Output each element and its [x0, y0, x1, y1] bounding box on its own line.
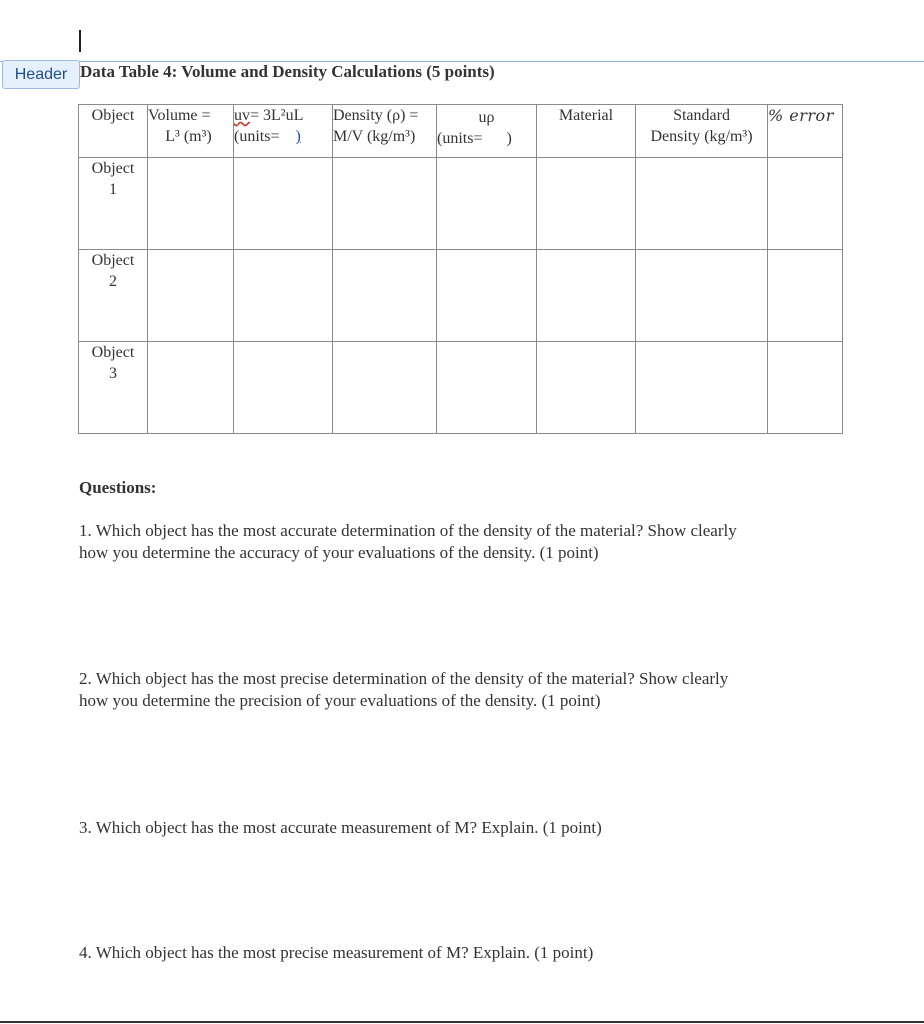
cell-error-3[interactable] [768, 342, 843, 434]
cell-material-2[interactable] [537, 250, 636, 342]
cell-up-3[interactable] [437, 342, 537, 434]
table-title: Data Table 4: Volume and Density Calculations (5 points) [80, 62, 495, 81]
table-row-object-3 [79, 342, 843, 434]
question-1: 1. Which object has the most accurate determination of the density of the material? Show clearly how you determine the accuracy of your evaluations of the density. (1 point) [79, 521, 737, 562]
header-tag[interactable]: Header [2, 60, 80, 89]
question-3: 3. Which object has the most accurate measurement of M? Explain. (1 point) [79, 818, 602, 837]
page-bottom-edge [0, 1021, 924, 1023]
cell-up-2[interactable] [437, 250, 537, 342]
cell-material-1[interactable] [537, 158, 636, 250]
row-label: Object 1 [79, 158, 148, 250]
table-row-object-2 [79, 250, 843, 342]
cell-volume-2[interactable] [148, 250, 234, 342]
data-table-4 [78, 104, 843, 434]
col-volume: Volume = L³ (m³) [148, 105, 234, 158]
question-4: 4. Which object has the most precise measurement of M? Explain. (1 point) [79, 943, 594, 962]
cell-density-1[interactable] [333, 158, 437, 250]
row-label: Object 2 [79, 250, 148, 342]
cell-up-1[interactable] [437, 158, 537, 250]
col-uv: uv= 3L²uL (units= ) [234, 105, 333, 158]
table-row-object-1 [79, 158, 843, 250]
cell-volume-1[interactable] [148, 158, 234, 250]
cell-uv-3[interactable] [234, 342, 333, 434]
col-percent-error: % error [768, 105, 843, 158]
cell-uv-1[interactable] [234, 158, 333, 250]
cell-error-1[interactable] [768, 158, 843, 250]
col-material: Material [537, 105, 636, 158]
header-row [79, 105, 843, 158]
col-standard-density: Standard Density (kg/m³) [636, 105, 768, 158]
cell-density-3[interactable] [333, 342, 437, 434]
cell-density-2[interactable] [333, 250, 437, 342]
cell-material-3[interactable] [537, 342, 636, 434]
text-cursor [79, 30, 81, 52]
col-up: uρ (units= ) [437, 105, 537, 158]
cell-standard-2[interactable] [636, 250, 768, 342]
col-object: Object [79, 105, 148, 158]
cell-standard-1[interactable] [636, 158, 768, 250]
cell-volume-3[interactable] [148, 342, 234, 434]
col-density: Density (ρ) = M/V (kg/m³) [333, 105, 437, 158]
cell-uv-2[interactable] [234, 250, 333, 342]
row-label: Object 3 [79, 342, 148, 434]
cell-standard-3[interactable] [636, 342, 768, 434]
questions-heading: Questions: [79, 478, 157, 497]
cell-error-2[interactable] [768, 250, 843, 342]
question-2: 2. Which object has the most precise determination of the density of the material? Show clearly how you determine the precision of your evaluations of the density. (1 point) [79, 669, 729, 710]
